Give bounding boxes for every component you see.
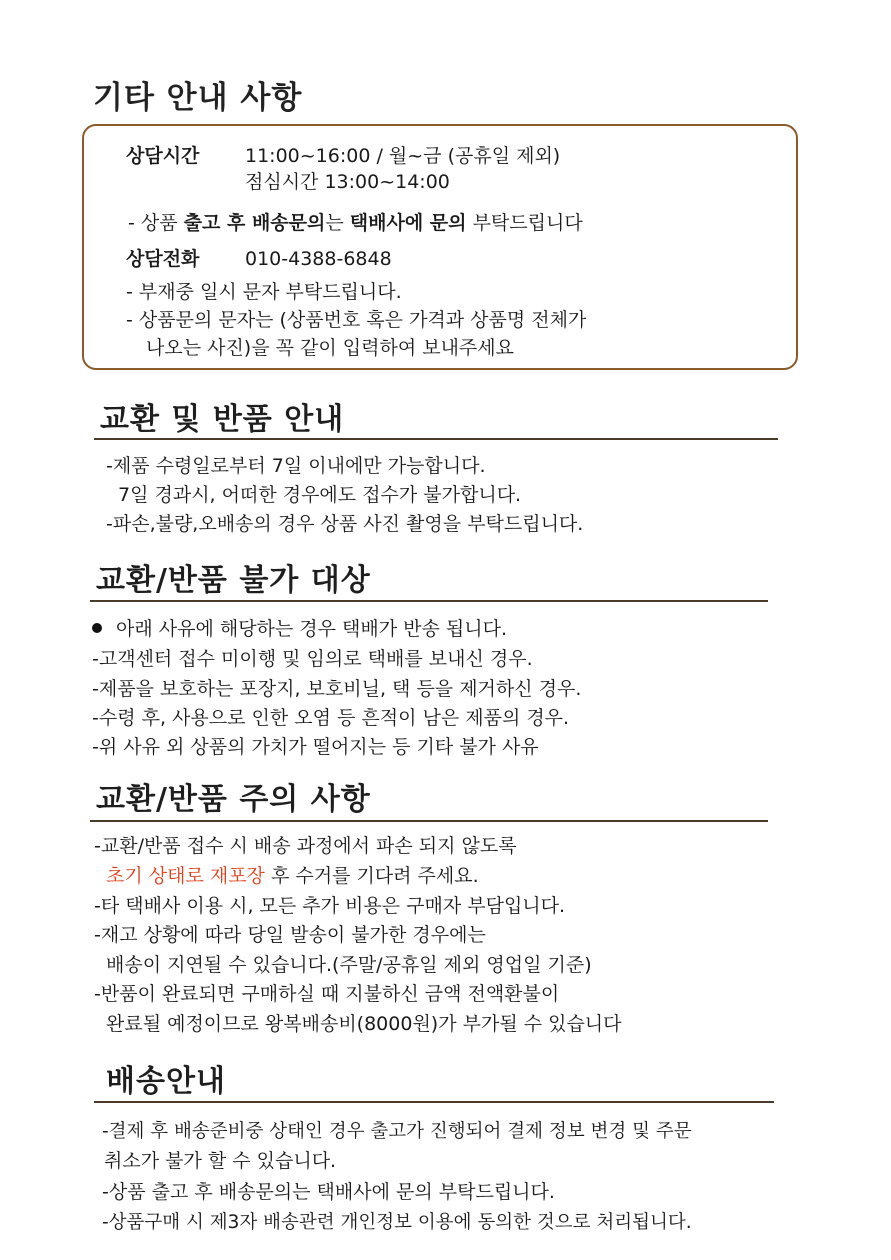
page-title: 기타 안내 사항: [93, 80, 303, 116]
caution-heading: 교환/반품 주의 사항: [96, 782, 371, 817]
notice-bold-2: 택배사에 문의: [349, 212, 467, 234]
caution-line-7: 완료될 예정이므로 왕복배송비(8000원)가 부가될 수 있습니다: [106, 1013, 622, 1035]
info-note-1: - 부재중 일시 문자 부탁드립니다.: [126, 281, 402, 303]
exchange-divider: [94, 438, 778, 440]
caution-line-5: 배송이 지연될 수 있습니다.(주말/공휴일 제외 영업일 기준): [106, 954, 592, 976]
caution-line-3: -타 택배사 이용 시, 모든 추가 비용은 구매자 부담입니다.: [94, 895, 566, 917]
caution-divider: [90, 820, 768, 822]
phone-label: 상담전화: [126, 248, 200, 270]
notice-mid: 는: [325, 212, 350, 234]
not-allowed-heading: 교환/반품 불가 대상: [96, 563, 371, 598]
exchange-heading: 교환 및 반품 안내: [100, 402, 345, 437]
shipping-divider: [94, 1101, 774, 1103]
not-allowed-divider: [90, 600, 768, 602]
caution-line-4: -재고 상황에 따라 당일 발송이 불가한 경우에는: [94, 924, 486, 946]
hours-label: 상담시간: [126, 145, 200, 167]
exchange-line-3: -파손,불량,오배송의 경우 상품 사진 촬영을 부탁드립니다.: [106, 513, 584, 535]
repackage-highlight: 초기 상태로 재포장: [106, 865, 265, 887]
not-allowed-line-4: -위 사유 외 상품의 가치가 떨어지는 등 기타 불가 사유: [92, 736, 539, 758]
hours-line-1: 11:00~16:00 / 월~금 (공휴일 제외): [245, 145, 561, 167]
shipping-line-4: -상품구매 시 제3자 배송관련 개인정보 이용에 동의한 것으로 처리됩니다.: [102, 1212, 692, 1233]
not-allowed-line-3: -수령 후, 사용으로 인한 오염 등 흔적이 남은 제품의 경우.: [92, 707, 570, 729]
not-allowed-line-2: -제품을 보호하는 포장지, 보호비닐, 택 등을 제거하신 경우.: [92, 678, 582, 700]
bullet-icon: [92, 623, 102, 633]
shipping-line-2: 취소가 불가 할 수 있습니다.: [104, 1150, 337, 1172]
info-note-3: 나오는 사진)을 꼭 같이 입력하여 보내주세요: [146, 337, 514, 359]
shipping-heading: 배송안내: [106, 1064, 226, 1099]
not-allowed-bullet-text: 아래 사유에 해당하는 경우 택배가 반송 됩니다.: [116, 618, 508, 640]
not-allowed-line-1: -고객센터 접수 미이행 및 임의로 택배를 보내신 경우.: [92, 648, 533, 670]
phone-value: 010-4388-6848: [245, 248, 392, 270]
caution-line-2-rest: 후 수거를 기다려 주세요.: [264, 865, 479, 887]
shipping-line-1: -결제 후 배송준비중 상태인 경우 출고가 진행되어 결제 정보 변경 및 주문: [102, 1121, 692, 1142]
shipping-inquiry-notice: [128, 211, 583, 235]
info-note-2: - 상품문의 문자는 (상품번호 혹은 가격과 상품명 전체가: [126, 309, 587, 331]
caution-line-1: -교환/반품 접수 시 배송 과정에서 파손 되지 않도록: [94, 835, 517, 857]
not-allowed-bullet: [92, 617, 507, 641]
caution-line-6: -반품이 완료되면 구매하실 때 지불하신 금액 전액환불이: [94, 983, 560, 1005]
hours-line-2: 점심시간 13:00~14:00: [245, 171, 450, 193]
caution-line-2: [106, 864, 479, 888]
exchange-line-1: -제품 수령일로부터 7일 이내에만 가능합니다.: [106, 455, 486, 477]
exchange-line-2: 7일 경과시, 어떠한 경우에도 접수가 불가합니다.: [118, 484, 522, 506]
notice-suffix: 부탁드립니다: [466, 212, 583, 234]
notice-prefix: - 상품: [128, 212, 184, 234]
notice-bold-1: 출고 후 배송문의: [183, 212, 326, 234]
shipping-line-3: -상품 출고 후 배송문의는 택배사에 문의 부탁드립니다.: [102, 1181, 555, 1203]
